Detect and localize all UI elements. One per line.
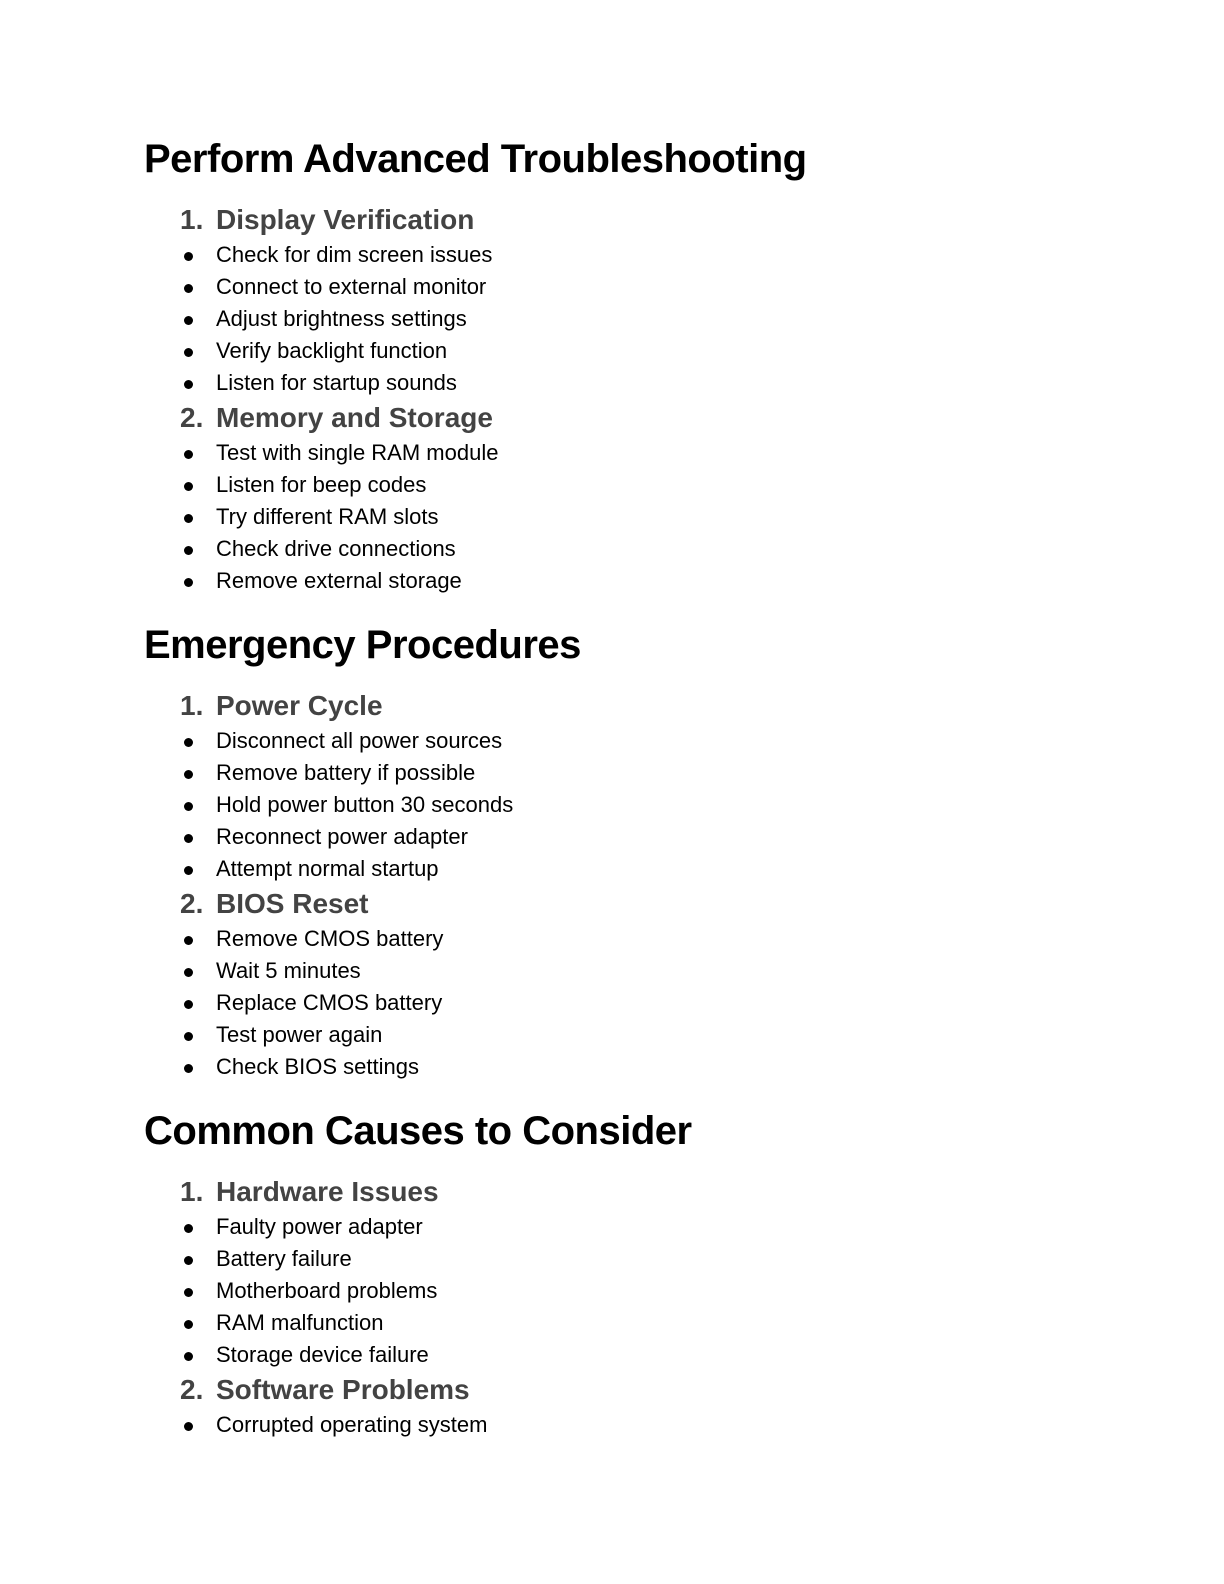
bullet-item-text: Reconnect power adapter [216,824,468,849]
list-number-marker: 2. [180,1374,204,1405]
bullet-item [144,501,1104,533]
bullet-item-text: Check drive connections [216,536,456,561]
bullet-item-text: Wait 5 minutes [216,958,361,983]
bullet-item [144,1051,1104,1083]
bullet-item [144,565,1104,597]
bullet-item-text: Disconnect all power sources [216,728,503,753]
bullet-item-text: Motherboard problems [216,1278,438,1303]
bullet-icon [180,853,216,875]
bullet-icon [180,1275,216,1297]
bullet-icon [180,987,216,1009]
bullet-item [144,821,1104,853]
bullet-item [144,757,1104,789]
bullet-icon [180,469,216,491]
bullet-icon [180,923,216,945]
bullet-item [144,335,1104,367]
bullet-item [144,1019,1104,1051]
bullet-item [144,923,1104,955]
section-title: Emergency Procedures [144,623,581,667]
list-number-marker: 1. [180,204,204,235]
bullet-item-text: Remove external storage [216,568,462,593]
numbered-heading [144,687,1104,725]
bullet-item [144,437,1104,469]
outline-list [144,687,1104,1083]
bullet-icon [180,1307,216,1329]
bullet-item-text: RAM malfunction [216,1310,384,1335]
bullet-item [144,1275,1104,1307]
list-number-marker: 1. [180,1176,204,1207]
bullet-icon [180,335,216,357]
bullet-item-text: Remove battery if possible [216,760,476,785]
numbered-heading-text: Display Verification [216,204,475,235]
bullet-item-text: Remove CMOS battery [216,926,444,951]
bullet-icon [180,501,216,523]
bullet-item [144,987,1104,1019]
bullet-item-text: Connect to external monitor [216,274,487,299]
bullet-icon [180,437,216,459]
bullet-item-text: Adjust brightness settings [216,306,467,331]
list-number-marker: 2. [180,402,204,433]
bullet-item [144,853,1104,885]
bullet-item [144,239,1104,271]
bullet-item [144,469,1104,501]
numbered-heading-text: Software Problems [216,1374,470,1405]
bullet-icon [180,1211,216,1233]
bullet-item [144,789,1104,821]
bullet-item [144,955,1104,987]
numbered-heading-text: Hardware Issues [216,1176,439,1207]
bullet-icon [180,725,216,747]
numbered-heading [144,201,1104,239]
numbered-heading-text: BIOS Reset [216,888,369,919]
bullet-icon [180,789,216,811]
bullet-item-text: Replace CMOS battery [216,990,443,1015]
bullet-item [144,1409,1104,1441]
outline-list [144,201,1104,597]
bullet-item-text: Listen for startup sounds [216,370,457,395]
bullet-item-text: Faulty power adapter [216,1214,423,1239]
bullet-icon [180,1019,216,1041]
list-number-marker: 2. [180,888,204,919]
bullet-icon [180,1339,216,1361]
bullet-item-text: Test power again [216,1022,383,1047]
bullet-item [144,367,1104,399]
bullet-item [144,533,1104,565]
numbered-heading-text: Memory and Storage [216,402,493,433]
bullet-item-text: Try different RAM slots [216,504,439,529]
numbered-heading [144,1371,1104,1409]
numbered-heading [144,885,1104,923]
section-title: Perform Advanced Troubleshooting [144,137,807,181]
section-common-causes [144,1107,1104,1441]
bullet-icon [180,1243,216,1265]
bullet-icon [180,367,216,389]
list-number-marker: 1. [180,690,204,721]
bullet-item [144,271,1104,303]
bullet-item [144,1243,1104,1275]
section-perform-advanced-troubleshooting [144,135,1104,597]
bullet-icon [180,533,216,555]
bullet-item [144,303,1104,335]
bullet-item-text: Check for dim screen issues [216,242,493,267]
bullet-icon [180,1409,216,1431]
bullet-item-text: Corrupted operating system [216,1412,488,1437]
bullet-icon [180,565,216,587]
bullet-icon [180,821,216,843]
bullet-item [144,1211,1104,1243]
numbered-heading [144,1173,1104,1211]
bullet-item-text: Verify backlight function [216,338,448,363]
bullet-item-text: Hold power button 30 seconds [216,792,514,817]
bullet-item-text: Storage device failure [216,1342,429,1367]
bullet-item [144,725,1104,757]
outline-list [144,1173,1104,1441]
bullet-icon [180,757,216,779]
bullet-item-text: Test with single RAM module [216,440,499,465]
bullet-item-text: Check BIOS settings [216,1054,419,1079]
bullet-item [144,1339,1104,1371]
bullet-icon [180,303,216,325]
bullet-icon [180,955,216,977]
numbered-heading-text: Power Cycle [216,690,383,721]
bullet-item-text: Listen for beep codes [216,472,427,497]
bullet-icon [180,271,216,293]
section-emergency-procedures [144,621,1104,1083]
numbered-heading [144,399,1104,437]
section-title: Common Causes to Consider [144,1109,692,1153]
bullet-item-text: Battery failure [216,1246,352,1271]
bullet-icon [180,1051,216,1073]
bullet-icon [180,239,216,261]
bullet-item-text: Attempt normal startup [216,856,439,881]
bullet-item [144,1307,1104,1339]
